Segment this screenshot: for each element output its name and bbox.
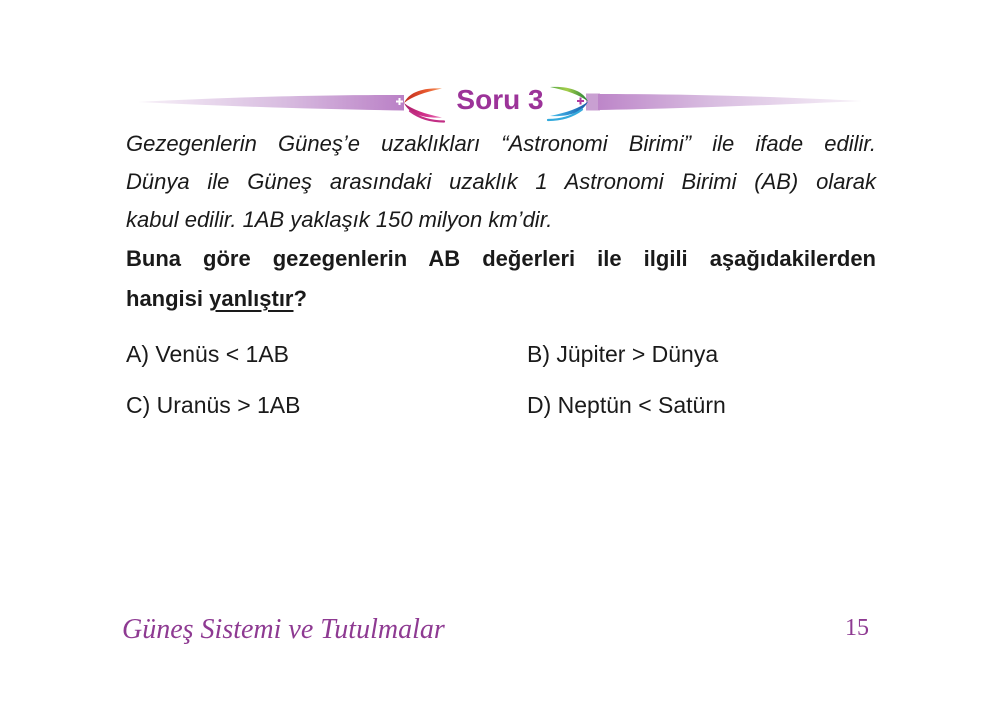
question-stem	[126, 239, 876, 319]
option-d[interactable]: D) Neptün < Satürn	[527, 392, 726, 418]
intro-line-3: kabul edilir. 1AB yaklaşık 150 milyon km’dir.	[126, 207, 553, 232]
option-a[interactable]: A) Venüs < 1AB	[126, 341, 290, 367]
header-swoosh-decoration	[0, 0, 1000, 140]
intro-line-1: Gezegenlerin Güneş’e uzaklıkları “Astronomi Birimi” ile ifade edilir.	[126, 131, 876, 156]
stem-line-1: Buna göre gezegenlerin AB değerleri ile ilgili aşağıdakilerden	[126, 246, 876, 271]
footer-title: Güneş Sistemi ve Tutulmalar	[122, 614, 445, 645]
option-c[interactable]: C) Uranüs > 1AB	[126, 392, 301, 418]
stem-line-2-suffix: ?	[293, 286, 307, 311]
underlined-keyword: yanlıştır	[209, 286, 294, 311]
page-number: 15	[845, 615, 869, 641]
slide-title: Soru 3	[456, 84, 544, 115]
answer-options	[126, 340, 876, 419]
question-intro	[126, 125, 876, 239]
option-b[interactable]: B) Jüpiter > Dünya	[527, 341, 719, 367]
stem-line-2-prefix: hangisi	[126, 286, 210, 311]
stem-line-2	[126, 279, 876, 319]
intro-line-2: Dünya ile Güneş arasındaki uzaklık 1 Astronomi Birimi (AB) olarak	[126, 169, 876, 194]
